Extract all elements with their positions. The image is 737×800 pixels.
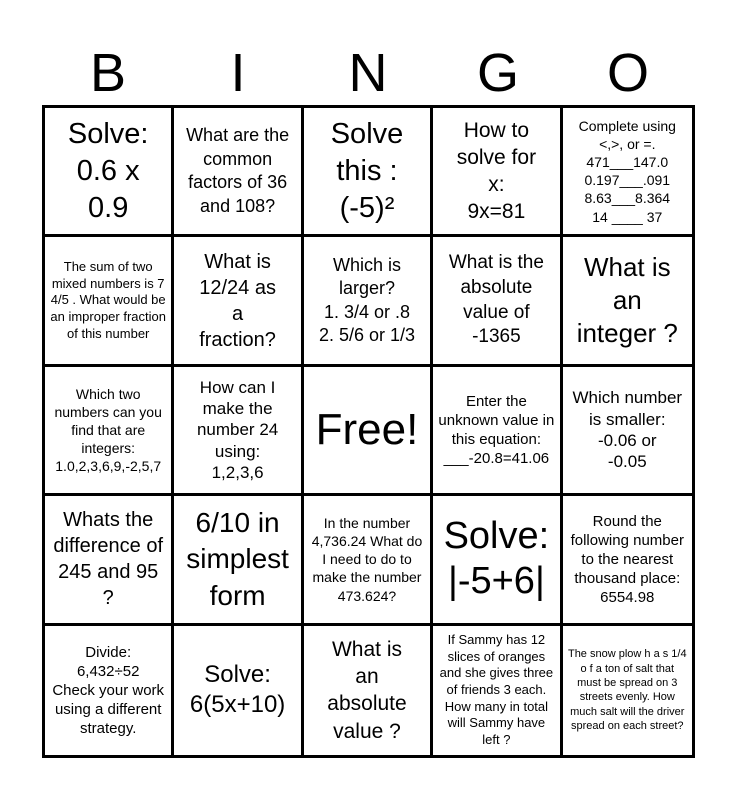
bingo-cell[interactable]: [563, 367, 692, 496]
bingo-cell[interactable]: [174, 626, 303, 755]
bingo-cell[interactable]: [433, 496, 562, 625]
cell-text: Which two numbers can you find that are integers: 1.0,2,3,6,9,-2,5,7: [54, 385, 162, 475]
bingo-cell[interactable]: [174, 367, 303, 496]
bingo-header: [43, 40, 695, 106]
cell-text: What is an integer ?: [576, 251, 678, 349]
bingo-cell[interactable]: [304, 496, 433, 625]
bingo-cell[interactable]: [563, 496, 692, 625]
cell-text: How can I make the number 24 using: 1,2,3,6: [196, 377, 279, 482]
bingo-cell[interactable]: [433, 367, 562, 496]
cell-text: The sum of two mixed numbers is 7 4/5 . What would be an improper fraction of this number: [50, 259, 166, 341]
cell-text: Solve this : (-5)²: [330, 117, 404, 224]
header-letter-n: N: [348, 43, 388, 103]
cell-text: What is the absolute value of -1365: [448, 252, 544, 348]
cell-text: What are the common factors of 36 and 108?: [186, 125, 290, 216]
cell-text: Solve: 6(5x+10): [189, 661, 286, 719]
cell-text: Divide: 6,432÷52 Check your work using a different strategy.: [52, 643, 165, 737]
bingo-cell[interactable]: [174, 108, 303, 237]
cell-text: How to solve for x: 9x=81: [456, 118, 537, 224]
cell-text: What is 12/24 as a fraction?: [199, 250, 276, 351]
bingo-grid: [42, 105, 695, 758]
bingo-cell[interactable]: [304, 108, 433, 237]
bingo-cell[interactable]: [433, 626, 562, 755]
cell-text: In the number 4,736.24 What do I need to do to make the number 473.624?: [311, 514, 423, 604]
cell-text: The snow plow h a s 1/4 o f a ton of salt that must be spread on 3 streets evenly. How much salt will the driver spread on each street?: [567, 648, 687, 732]
bingo-cell[interactable]: [45, 496, 174, 625]
cell-text: Enter the unknown value in this equation: ___-20.8=41.06: [438, 392, 555, 468]
header-letter-i: I: [230, 43, 246, 103]
cell-text: Which is larger? 1. 3/4 or .8 2. 5/6 or 1/3: [318, 254, 416, 345]
cell-text: What is an absolute value ?: [327, 637, 407, 743]
bingo-cell[interactable]: [174, 496, 303, 625]
header-letter-b: B: [89, 43, 127, 103]
cell-text: Whats the difference of 245 and 95 ?: [53, 509, 164, 610]
bingo-cell[interactable]: [563, 108, 692, 237]
cell-text: Complete using <,>, or =. 471___147.0 0.197___.091 8.63___8.364 14 ____ 37: [578, 117, 676, 225]
bingo-cell[interactable]: [433, 108, 562, 237]
bingo-cell[interactable]: [433, 237, 562, 366]
header-letter-g: G: [476, 43, 519, 103]
bingo-cell[interactable]: [45, 237, 174, 366]
bingo-cell[interactable]: [45, 367, 174, 496]
bingo-cell[interactable]: [45, 626, 174, 755]
header-letter-o: O: [606, 43, 649, 103]
cell-text: Solve: |-5+6|: [443, 514, 550, 603]
free-space[interactable]: [304, 367, 433, 496]
bingo-cell[interactable]: [563, 237, 692, 366]
free-label: Free!: [315, 404, 419, 454]
cell-text: Which number is smaller: -0.06 or -0.05: [572, 388, 683, 472]
cell-text: Solve: 0.6 x 0.9: [67, 117, 149, 224]
cell-text: Round the following number to the nearest thousand place: 6554.98: [570, 512, 684, 606]
bingo-cell[interactable]: [45, 108, 174, 237]
cell-text: 6/10 in simplest form: [186, 506, 289, 611]
bingo-cell[interactable]: [174, 237, 303, 366]
bingo-cell[interactable]: [563, 626, 692, 755]
bingo-cell[interactable]: [304, 237, 433, 366]
cell-text: If Sammy has 12 slices of oranges and she gives three of friends 3 each. How many in total will Sammy have left ?: [439, 632, 554, 747]
bingo-cell[interactable]: [304, 626, 433, 755]
